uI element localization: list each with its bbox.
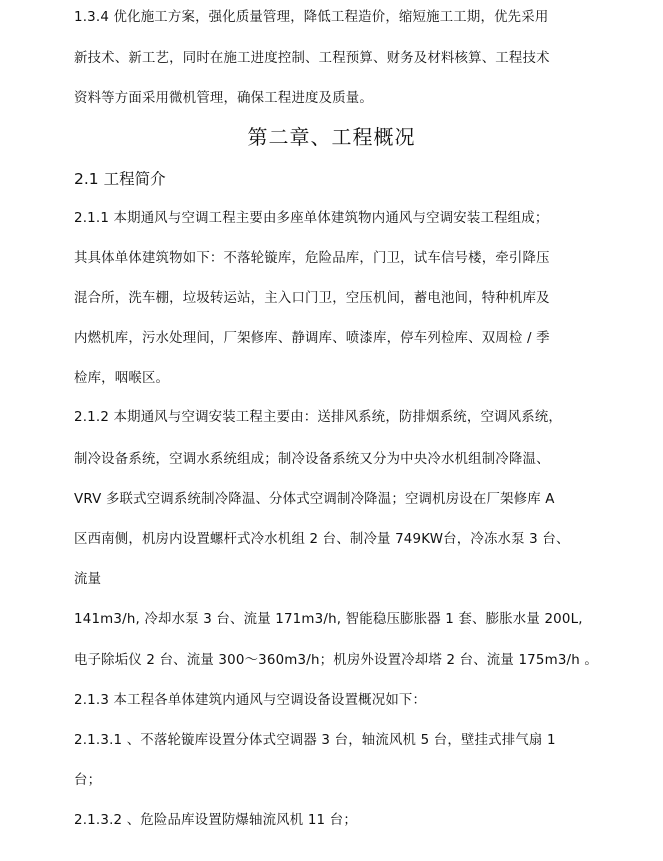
paragraph-2-1-3-1-line-1: 2.1.3.1 、不落轮镟库设置分体式空调器 3 台，轴流风机 5 台，壁挂式排气扇 1	[74, 733, 556, 748]
paragraph-2-1-1-line-4: 内燃机库，污水处理间，厂架修库、静调库、喷漆库，停车列检库、双周检 / 季	[74, 331, 550, 346]
paragraph-2-1-2-line-5: 流量	[74, 572, 102, 587]
chapter-title: 第二章、工程概况	[247, 125, 416, 149]
paragraph-2-1-1-line-5: 检库，咽喉区。	[74, 371, 170, 386]
paragraph-2-1-2-line-4: 区西南侧，机房内设置螺杆式冷水机组 2 台、制冷量 749KW台，冷冻水泵 3 台、	[74, 532, 570, 547]
paragraph-2-1-2-line-1: 2.1.2 本期通风与空调安装工程主要由：送排风系统，防排烟系统，空调风系统，	[74, 410, 563, 425]
paragraph-2-1-1-line-3: 混合所，洗车棚，垃圾转运站，主入口门卫，空压机间，蓄电池间，特种机库及	[74, 291, 550, 306]
paragraph-1-3-4-line-1: 1.3.4 优化施工方案，强化质量管理，降低工程造价，缩短施工工期，优先采用	[74, 10, 549, 25]
paragraph-2-1-2-line-2: 制冷设备系统，空调水系统组成；制冷设备系统又分为中央冷水机组制冷降温、	[74, 452, 550, 467]
paragraph-2-1-1-line-1: 2.1.1 本期通风与空调工程主要由多座单体建筑物内通风与空调安装工程组成；	[74, 211, 549, 226]
paragraph-2-1-1-line-2: 其具体单体建筑物如下：不落轮镟库，危险品库，门卫，试车信号楼，牵引降压	[74, 251, 550, 266]
paragraph-1-3-4-line-2: 新技术、新工艺，同时在施工进度控制、工程预算、财务及材料核算、工程技术	[74, 51, 550, 66]
paragraph-2-1-2-line-6: 141m3/h, 冷却水泵 3 台、流量 171m3/h, 智能稳压膨胀器 1 套、膨胀水量 200L,	[74, 612, 583, 627]
paragraph-2-1-2-line-3: VRV 多联式空调系统制冷降温、分体式空调制冷降温；空调机房设在厂架修库 A	[74, 492, 555, 507]
paragraph-2-1-3-1-line-2: 台；	[74, 773, 102, 788]
paragraph-2-1-3-2: 2.1.3.2 、危险品库设置防爆轴流风机 11 台；	[74, 813, 357, 828]
paragraph-1-3-4-line-3: 资料等方面采用微机管理，确保工程进度及质量。	[74, 91, 373, 106]
paragraph-2-1-2-line-7: 电子除垢仪 2 台、流量 300～360m3/h；机房外设置冷却塔 2 台、流量 175m3/h 。	[74, 653, 599, 668]
section-title: 2.1 工程简介	[74, 170, 166, 188]
paragraph-2-1-3: 2.1.3 本工程各单体建筑内通风与空调设备设置概况如下：	[74, 693, 427, 708]
